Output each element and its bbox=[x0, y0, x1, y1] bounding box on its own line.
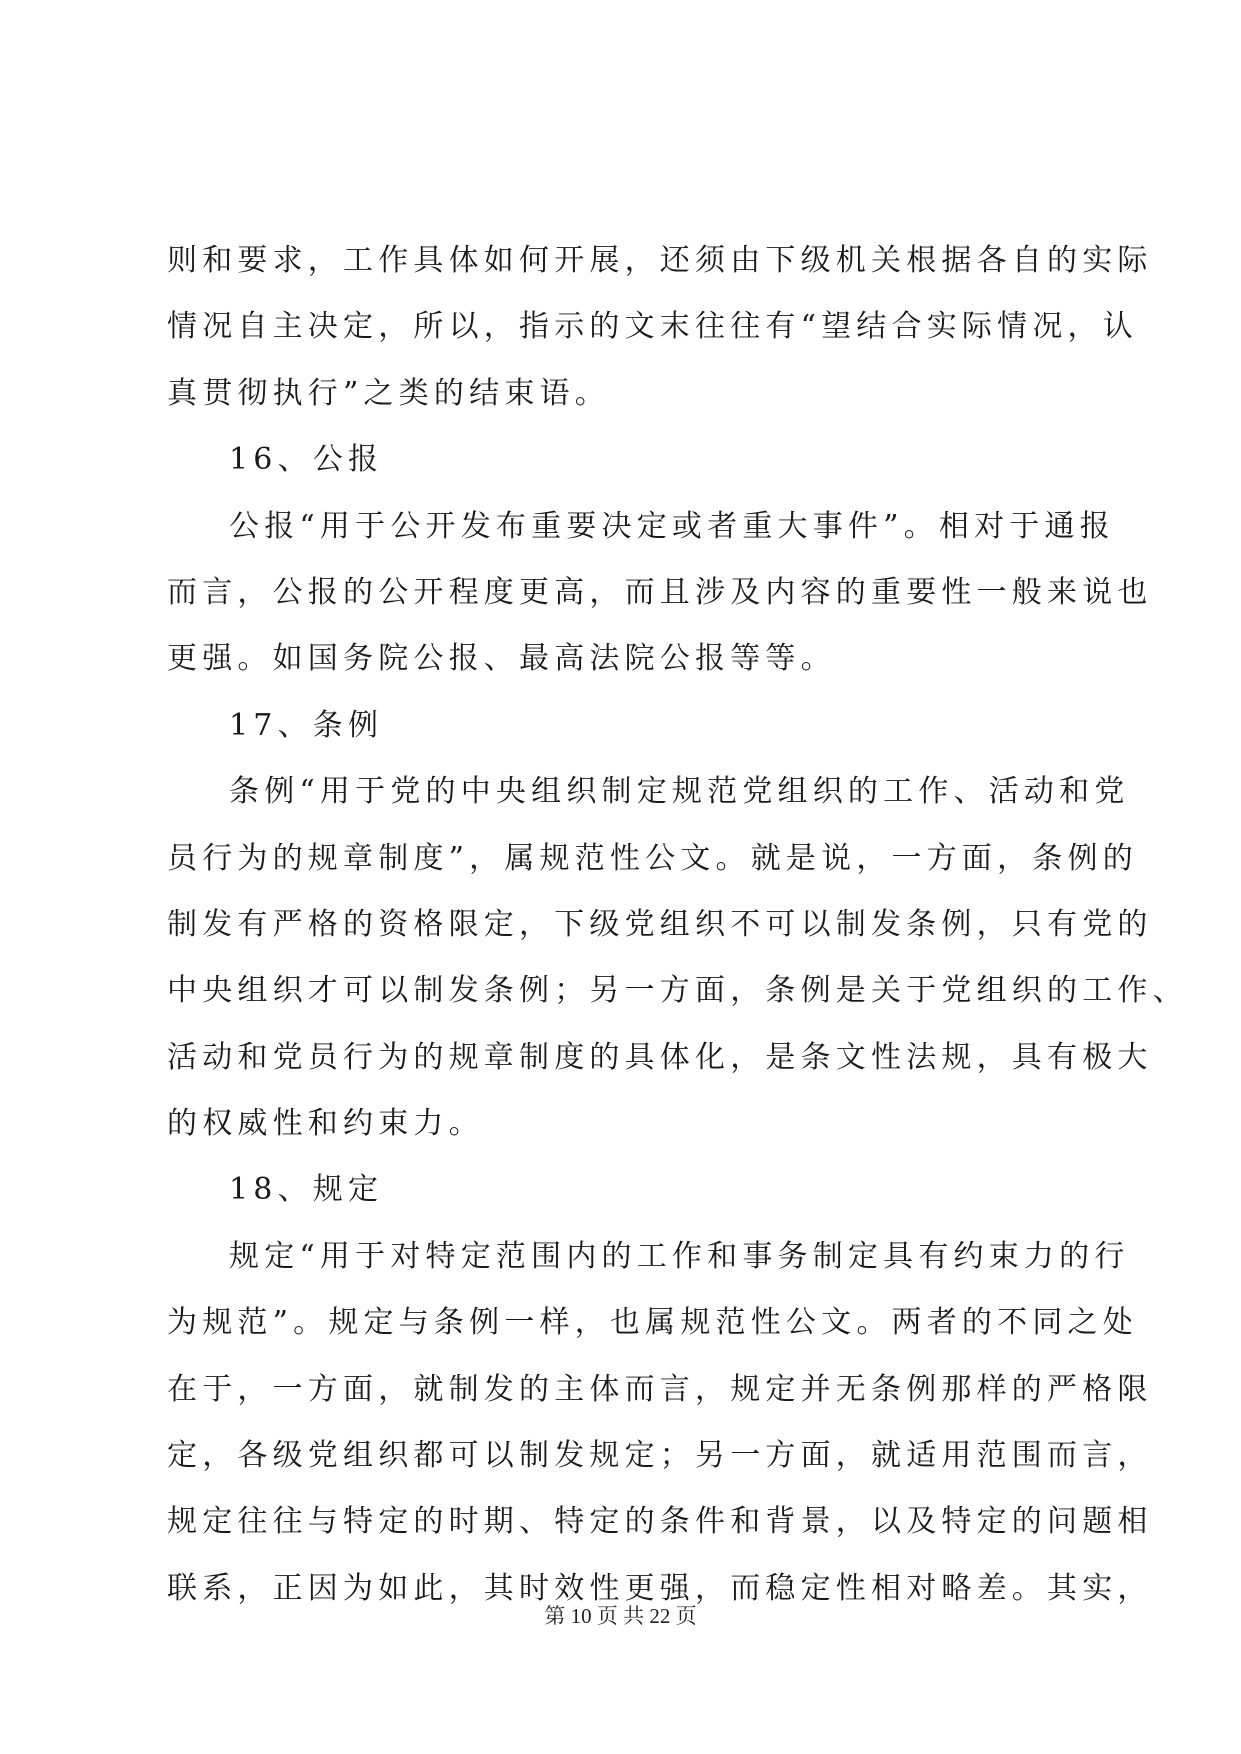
text-line: 的权威性和约束力。 bbox=[167, 1106, 484, 1142]
section-heading: 16、公报 bbox=[229, 442, 384, 478]
text-line: 公报“用于公开发布重要决定或者重大事件”。相对于通报 bbox=[229, 508, 1115, 544]
text-line: 情况自主决定，所以，指示的文末往往有“望结合实际情况，认 bbox=[167, 309, 1138, 345]
text-line: 为规范”。规定与条例一样，也属规范性公文。两者的不同之处 bbox=[167, 1305, 1138, 1341]
section-heading: 17、条例 bbox=[229, 707, 384, 743]
text-line: 定，各级党组织都可以制发规定；另一方面，就适用范围而言， bbox=[167, 1438, 1153, 1474]
text-line: 活动和党员行为的规章制度的具体化，是条文性法规，具有极大 bbox=[167, 1039, 1153, 1075]
text-line: 真贯彻执行”之类的结束语。 bbox=[167, 375, 610, 411]
page-footer: 第 10 页 共 22 页 bbox=[544, 1604, 697, 1628]
text-line: 中央组织才可以制发条例；另一方面，条例是关于党组织的工作、 bbox=[167, 973, 1188, 1009]
section-heading: 18、规定 bbox=[229, 1172, 384, 1208]
text-line: 联系，正因为如此，其时效性更强，而稳定性相对略差。其实， bbox=[167, 1570, 1153, 1606]
document-body bbox=[167, 228, 1188, 1622]
text-line: 更强。如国务院公报、最高法院公报等等。 bbox=[167, 641, 836, 677]
text-line: 员行为的规章制度”，属规范性公文。就是说，一方面，条例的 bbox=[167, 840, 1138, 876]
text-line: 则和要求，工作具体如何开展，还须由下级机关根据各自的实际 bbox=[167, 243, 1153, 278]
text-line: 规定往往与特定的时期、特定的条件和背景，以及特定的问题相 bbox=[167, 1504, 1153, 1540]
text-line: 制发有严格的资格限定，下级党组织不可以制发条例，只有党的 bbox=[167, 906, 1153, 942]
text-line: 规定“用于对特定范围内的工作和事务制定具有约束力的行 bbox=[229, 1238, 1130, 1274]
text-line: 条例“用于党的中央组织制定规范党组织的工作、活动和党 bbox=[229, 774, 1130, 810]
text-line: 而言，公报的公开程度更高，而且涉及内容的重要性一般来说也 bbox=[167, 574, 1153, 610]
text-line: 在于，一方面，就制发的主体而言，规定并无条例那样的严格限 bbox=[167, 1371, 1153, 1407]
